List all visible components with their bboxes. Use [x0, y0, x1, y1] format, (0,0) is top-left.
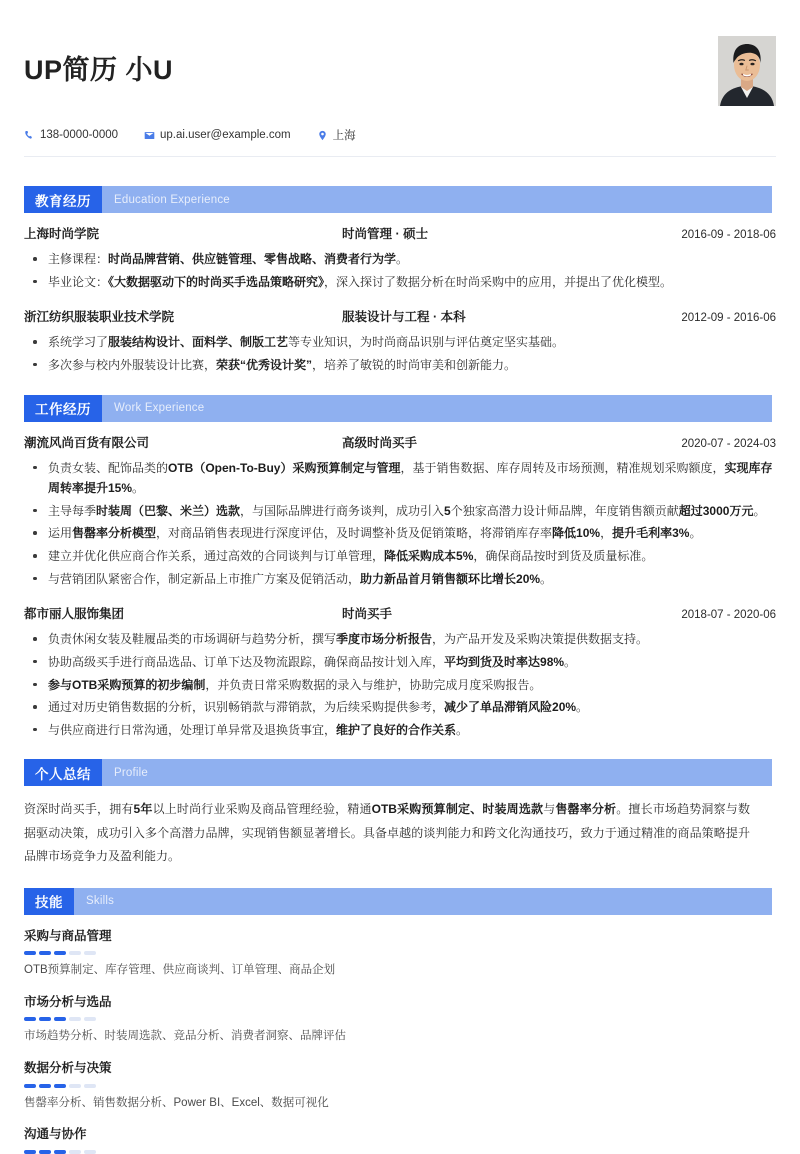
sections-container: [24, 186, 776, 1154]
skill-level-meter: [24, 1084, 776, 1088]
bullet-item: 主导每季时装周（巴黎、米兰）选款，与国际品牌进行商务谈判，成功引入5个独家高潜力设计师品牌，年度销售额贡献超过3000万元。: [24, 501, 776, 522]
page-title: UP简历 小U: [24, 55, 174, 85]
section-header-bar: [24, 888, 772, 915]
bullet-item: 与供应商进行日常沟通，处理订单异常及退换货事宜，维护了良好的合作关系。: [24, 720, 776, 741]
skill-segment-filled: [54, 951, 66, 955]
resume-header: [24, 0, 776, 167]
section-title-en: Work Experience: [114, 402, 205, 414]
bullet-item: 主修课程：时尚品牌营销、供应链管理、零售战略、消费者行为学。: [24, 249, 776, 270]
name-row: [24, 36, 776, 106]
bullet-item: 系统学习了服装结构设计、面料学、制版工艺等专业知识，为时尚商品识别与评估奠定坚实基础。: [24, 332, 776, 353]
entry-bullet-list: [24, 458, 776, 590]
entry-role: 服装设计与工程 · 本科: [342, 310, 466, 325]
section-work-experience: [24, 395, 776, 741]
section-skills: [24, 888, 776, 1154]
skill-name: 市场分析与选品: [24, 994, 112, 1009]
section-header-bar: [24, 759, 772, 786]
entry-organization: 潮流风尚百货有限公司: [24, 435, 150, 450]
entry-date-range: 2018-07 - 2020-06: [681, 609, 776, 622]
entry-organization: 上海时尚学院: [24, 227, 100, 241]
section-header-bar: [24, 186, 772, 213]
section-title-en: Profile: [114, 766, 148, 779]
skill-detail: 市场趋势分析、时装周选款、竞品分析、消费者洞察、品牌评估: [24, 1030, 346, 1043]
skill-segment-filled: [24, 1084, 36, 1088]
entry-role: 时尚管理 · 硕士: [342, 227, 429, 241]
contact-email-text: up.ai.user@example.com: [160, 129, 291, 141]
entry-header: [24, 224, 776, 242]
bullet-item: 建立并优化供应商合作关系，通过高效的合同谈判与订单管理，降低采购成本5%，确保商品按时到货及质量标准。: [24, 546, 776, 567]
skill-segment-empty: [69, 1084, 81, 1088]
bullet-item: 与营销团队紧密合作，制定新品上市推广方案及促销活动，助力新品首月销售额环比增长20%。: [24, 569, 776, 590]
skill-name: 沟通与协作: [24, 1126, 87, 1141]
skill-detail: OTB预算制定、库存管理、供应商谈判、订单管理、商品企划: [24, 964, 336, 977]
bullet-item: 负责女装、配饰品类的OTB（Open-To-Buy）采购预算制定与管理，基于销售数据、库存周转及市场预测，精准规划采购额度，实现库存周转率提升15%。: [24, 458, 776, 499]
section-title-zh: 工作经历: [24, 395, 102, 422]
bullet-item: 通过对历史销售数据的分析，识别畅销款与滞销款，为后续采购提供参考，减少了单品滞销风险20%。: [24, 697, 776, 718]
experience-entry: [24, 604, 776, 740]
section-profile: [24, 759, 776, 868]
bullet-item: 参与OTB采购预算的初步编制，并负责日常采购数据的录入与维护，协助完成月度采购报告。: [24, 675, 776, 696]
skill-level-meter: [24, 951, 776, 955]
skill-segment-filled: [39, 1084, 51, 1088]
contact-row: [24, 127, 776, 143]
skill-block: [24, 927, 776, 980]
skill-name: 数据分析与决策: [24, 1060, 112, 1075]
skills-list: [24, 927, 776, 1154]
skill-segment-empty: [84, 1084, 96, 1088]
entry-bullet-list: [24, 332, 776, 375]
entry-organization: 浙江纺织服装职业技术学院: [24, 310, 175, 325]
contact-location-text: 上海: [332, 130, 356, 142]
entry-date-range: 2020-07 - 2024-03: [681, 437, 776, 450]
skill-block: [24, 993, 776, 1046]
skill-segment-filled: [54, 1150, 66, 1154]
skill-block: [24, 1125, 776, 1154]
skill-segment-empty: [84, 951, 96, 955]
skill-segment-filled: [24, 1150, 36, 1154]
skill-level-meter: [24, 1150, 776, 1154]
skill-level-meter: [24, 1017, 776, 1021]
skill-segment-filled: [54, 1017, 66, 1021]
phone-icon: [24, 130, 35, 141]
entry-bullet-list: [24, 249, 776, 292]
avatar-photo-icon: [718, 36, 776, 106]
skill-segment-filled: [54, 1084, 66, 1088]
experience-entry: [24, 307, 776, 375]
entry-date-range: 2012-09 - 2016-06: [681, 312, 776, 325]
contact-phone[interactable]: [24, 129, 118, 141]
section-title-en: Skills: [86, 895, 115, 908]
entry-role: 高级时尚买手: [342, 435, 418, 450]
section-title-zh: 个人总结: [24, 759, 102, 786]
skill-segment-filled: [39, 951, 51, 955]
skill-segment-empty: [69, 1017, 81, 1021]
skill-segment-empty: [84, 1017, 96, 1021]
section-title-en: Education Experience: [114, 193, 230, 206]
bullet-item: 多次参与校内外服装设计比赛，荣获“优秀设计奖”，培养了敏锐的时尚审美和创新能力。: [24, 355, 776, 376]
bullet-item: 毕业论文：《大数据驱动下的时尚买手选品策略研究》，深入探讨了数据分析在时尚采购中的应用，并提出了优化模型。: [24, 272, 776, 293]
skill-segment-empty: [69, 1150, 81, 1154]
entry-role: 时尚买手: [342, 607, 393, 622]
contact-location[interactable]: [317, 127, 356, 143]
contact-email[interactable]: [144, 129, 291, 141]
profile-paragraph: 资深时尚买手，拥有5年以上时尚行业采购及商品管理经验，精通OTB采购预算制定、时装周选款与售罄率分析。擅长市场趋势洞察与数据驱动决策，成功引入多个高潜力品牌，实现销售额显著增长。具备卓越的谈判能力和跨文化沟通技巧，致力于通过精准的商品策略提升品牌市场竞争力及盈利能力。: [24, 802, 750, 864]
skill-detail: 售罄率分析、销售数据分析、Power BI、Excel、数据可视化: [24, 1096, 329, 1109]
section-education-experience: [24, 186, 776, 376]
header-divider: [24, 156, 776, 157]
bullet-item: 协助高级买手进行商品选品、订单下达及物流跟踪，确保商品按计划入库，平均到货及时率达98%。: [24, 652, 776, 673]
entry-header: [24, 433, 776, 451]
section-title-zh: 教育经历: [24, 186, 102, 213]
section-header-bar: [24, 395, 772, 422]
email-icon: [144, 130, 155, 141]
experience-entry: [24, 224, 776, 292]
entry-header: [24, 307, 776, 325]
skill-segment-empty: [84, 1150, 96, 1154]
entry-bullet-list: [24, 629, 776, 740]
entry-header: [24, 604, 776, 622]
skill-segment-empty: [69, 951, 81, 955]
bullet-item: 运用售罄率分析模型，对商品销售表现进行深度评估，及时调整补货及促销策略，将滞销库存率降低10%，提升毛利率3%。: [24, 523, 776, 544]
skill-segment-filled: [24, 951, 36, 955]
experience-entry: [24, 433, 776, 590]
avatar: [718, 36, 776, 106]
skill-name: 采购与商品管理: [24, 928, 112, 943]
skill-block: [24, 1059, 776, 1112]
location-icon: [317, 130, 328, 141]
bullet-item: 负责休闲女装及鞋履品类的市场调研与趋势分析，撰写季度市场分析报告，为产品开发及采购决策提供数据支持。: [24, 629, 776, 650]
skill-segment-filled: [39, 1150, 51, 1154]
entry-date-range: 2016-09 - 2018-06: [681, 229, 776, 241]
entry-organization: 都市丽人服饰集团: [24, 607, 125, 622]
contact-phone-text: 138-0000-0000: [40, 129, 119, 141]
skill-segment-filled: [24, 1017, 36, 1021]
section-title-zh: 技能: [24, 888, 74, 915]
skill-segment-filled: [39, 1017, 51, 1021]
